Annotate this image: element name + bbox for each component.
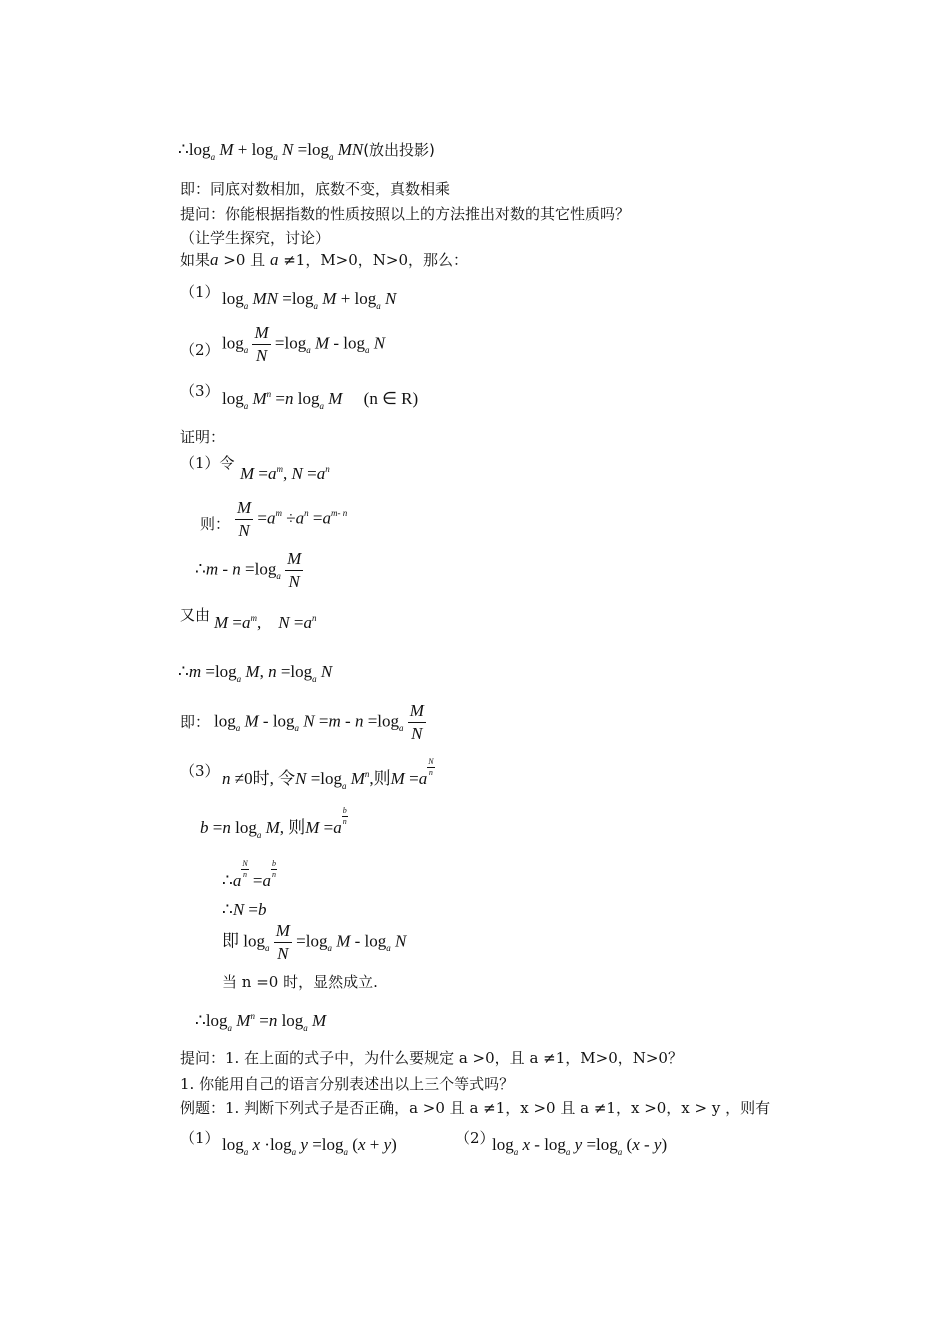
condition-prefix: 如果	[180, 251, 211, 269]
condition-gt0: >0 且	[218, 251, 270, 269]
example-text: 例题：1. 判断下列式子是否正确，a >0 且 a ≠1，x >0 且 a ≠1，x >0，x > y ，则有	[180, 1099, 771, 1117]
proof-1-m-n-logs: ∴m $=\log_a$ M, $n =\log_a$ N	[178, 662, 333, 684]
proof-1-again: $M =a^m$, $N =a^n$	[214, 613, 317, 632]
condition-text: 如果a >0 且 a ≠1，M>0，N>0，那么：	[180, 250, 469, 269]
also-label: 又由	[180, 606, 211, 624]
property-3-label: （3）	[180, 382, 220, 400]
property-3-formula: $\log_a M^n =n$ $\log_a M$ (n ∈ R)	[222, 389, 419, 411]
proof-3-step1: n ≠0时, 令$N =\log_a$ $M^n$,则M =a $\frac{N}{n}$	[222, 757, 434, 791]
proof-3-step5: 即 $\log_a$ $\frac{M}{N}$ $=\log_a$ M - $\log_a N$	[222, 921, 407, 963]
proof-3-step2: b =n $\log_a M$, 则M =a $\frac{b}{n}$	[200, 806, 347, 840]
proof-3-step3: ∴a $\frac{N}{n}$ =a $\frac{b}{n}$	[222, 859, 277, 890]
proof-3-label: （3）	[180, 762, 220, 780]
property-1-label: （1）	[180, 283, 220, 301]
projection-note: (放出投影)	[363, 141, 435, 159]
proof-3-step4: ∴N =b	[222, 900, 267, 919]
equation-log-product: $\therefore\log_a$ $M + \log_a N =\log_a$ MN(放出投影)	[178, 140, 435, 162]
summary-text: 即：同底对数相加，底数不变，真数相乘	[180, 180, 451, 198]
power-rule-conclusion: $\therefore\log_a$ $M^n =n$ $\log_a M$	[195, 1011, 327, 1033]
property-2-label: （2）	[180, 341, 220, 359]
n-zero-case: 当 n =0 时，显然成立.	[222, 973, 378, 991]
ie-label: 即：	[180, 713, 211, 731]
proof-heading: 证明：	[180, 428, 226, 446]
question-2-text: 提问：1. 在上面的式子中，为什么要规定 a >0，且 a ≠1，M>0，N>0？	[180, 1049, 683, 1067]
proof-1-label: （1）令	[180, 454, 235, 472]
property-1-formula: $\log_a$ MN $=\log_a$ $M + \log_a N$	[222, 289, 397, 311]
example-1-label: （1）	[180, 1129, 220, 1147]
proof-1-let: $M =a^m$, $N =a^n$	[240, 464, 330, 483]
proof-1-conclusion: $\log_a M - \log_a N =m - n =\log_a$ $\frac{M}{N}$	[214, 701, 424, 743]
proof-1-quotient: $\frac{M}{N}$ $=a^m \div a^n =a^{m- n}$	[237, 498, 348, 540]
condition-rest: ≠1，M>0，N>0，那么：	[278, 251, 469, 269]
discussion-text: （让学生探究，讨论）	[180, 229, 331, 247]
then-label: 则：	[200, 515, 231, 533]
n-in-r: (n ∈ R)	[363, 389, 419, 408]
example-2-label: （2）	[455, 1129, 495, 1147]
therefore-symbol: ∴	[178, 140, 189, 159]
example-2-formula: $\log_a x - \log_a y =\log_a$ (x - y)	[492, 1135, 668, 1157]
item-1-text: 1. 你能用自己的语言分别表述出以上三个等式吗？	[180, 1075, 515, 1093]
question-text: 提问：你能根据指数的性质按照以上的方法推出对数的其它性质吗？	[180, 205, 631, 223]
property-2-formula: $\log_a$ $\frac{M}{N}$ $=\log_a$ M - $\log_a N$	[222, 323, 386, 365]
example-1-formula: $\log_a x \cdot\log_a$ $y =\log_a$ (x + y)	[222, 1135, 397, 1157]
proof-1-m-minus-n: ∴m - $n =\log_a$ $\frac{M}{N}$	[195, 549, 302, 591]
